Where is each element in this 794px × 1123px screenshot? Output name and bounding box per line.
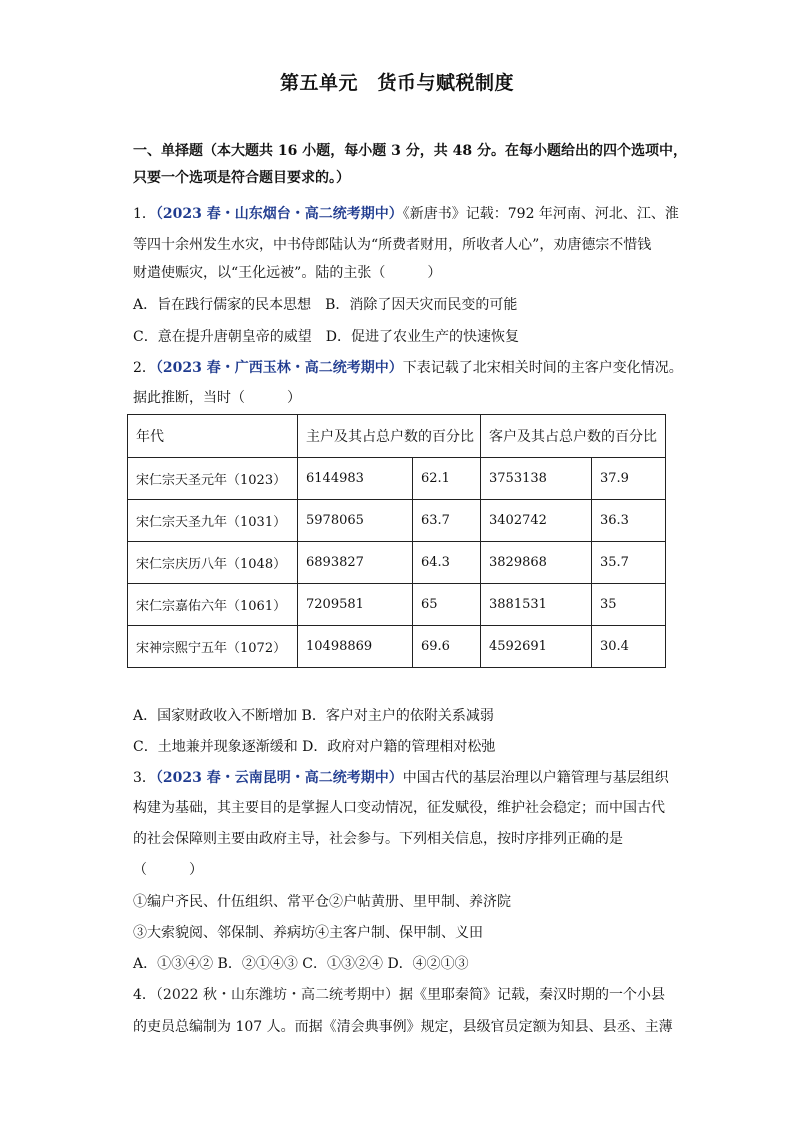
table-cell: 宋神宗熙宁五年（1072） <box>128 626 298 668</box>
table-cell: 10498869 <box>298 626 413 668</box>
table-cell: 4592691 <box>481 626 592 668</box>
question-2-line2: 据此推断，当时（ ） <box>133 390 301 406</box>
question-3-line4: （ ） <box>133 862 203 878</box>
table-cell: 65 <box>413 584 481 626</box>
page-title: 第五单元 货币与赋税制度 <box>279 72 514 94</box>
option-b: B．消除了因天灾而民变的可能 <box>325 297 518 313</box>
section-instruction-line2: 只要一个选项是符合题目要求的。） <box>133 170 350 186</box>
question-4-line2: 的吏员总编制为 107 人。而据《清会典事例》规定，县级官员定额为知县、县丞、主薄 <box>133 1019 673 1035</box>
question-source: （2023 春・云南昆明・高二统考期中） <box>155 770 403 786</box>
table-header-cell: 主户及其占总户数的百分比 <box>298 415 481 458</box>
question-number: 1． <box>133 206 156 222</box>
section-instruction-line1: 一、单择题（本大题共 16 小题，每小题 3 分，共 48 分。在每小题给出的四个选项中， <box>133 143 687 159</box>
table-cell: 62.1 <box>413 458 481 500</box>
option-a: A．旨在践行儒家的民本思想 <box>133 297 312 313</box>
question-1-options-ab <box>133 296 517 314</box>
question-4-line1 <box>133 986 665 1004</box>
table-row <box>128 626 666 668</box>
question-3-items-line2: ③大索貌阅、邻保制、养病坊④主客户制、保甲制、义田 <box>133 925 483 941</box>
table-cell: 7209581 <box>298 584 413 626</box>
table-cell: 69.6 <box>413 626 481 668</box>
table-cell: 35 <box>592 584 666 626</box>
table-cell: 宋仁宗天圣九年（1031） <box>128 500 298 542</box>
table-cell: 3753138 <box>481 458 592 500</box>
table-cell: 36.3 <box>592 500 666 542</box>
table-row <box>128 458 666 500</box>
table-cell: 宋仁宗天圣元年（1023） <box>128 458 298 500</box>
question-1-options-cd <box>133 328 519 346</box>
question-2-line1 <box>133 359 683 377</box>
question-3-options: A．①③④② B．②①④③ C．①③②④ D．④②①③ <box>133 956 469 972</box>
table-cell: 30.4 <box>592 626 666 668</box>
question-1-line1 <box>133 205 679 223</box>
table-cell: 37.9 <box>592 458 666 500</box>
table-cell: 5978065 <box>298 500 413 542</box>
option-c: C．意在提升唐朝皇帝的威望 <box>133 329 312 345</box>
table-cell: 64.3 <box>413 542 481 584</box>
table-cell: 63.7 <box>413 500 481 542</box>
household-table <box>127 414 666 668</box>
question-3-line2: 构建为基础，其主要目的是掌握人口变动情况，征发赋役，维护社会稳定；而中国古代 <box>133 800 665 816</box>
question-text: 《新唐书》记载：792 年河南、河北、江、淮 <box>402 206 679 222</box>
table-cell: 3829868 <box>481 542 592 584</box>
question-source: （2023 春・山东烟台・高二统考期中） <box>155 206 403 222</box>
table-cell: 3402742 <box>481 500 592 542</box>
table-cell: 35.7 <box>592 542 666 584</box>
table-header-row <box>128 415 666 458</box>
question-text: 中国古代的基层治理以户籍管理与基层组织 <box>402 770 669 786</box>
question-source: （2023 春・广西玉林・高二统考期中） <box>155 360 403 376</box>
question-2-options-ab: A．国家财政收入不断增加 B．客户对主户的依附关系减弱 <box>133 708 494 724</box>
table-header-cell: 年代 <box>128 415 298 458</box>
question-3-items-line1: ①编户齐民、什伍组织、常平仓②户帖黄册、里甲制、养济院 <box>133 894 511 910</box>
table-row <box>128 584 666 626</box>
question-text: 据《里耶秦简》记载，秦汉时期的一个小县 <box>399 987 666 1003</box>
table-cell: 宋仁宗嘉佑六年（1061） <box>128 584 298 626</box>
table-row <box>128 542 666 584</box>
table-row <box>128 500 666 542</box>
table-cell: 6893827 <box>298 542 413 584</box>
question-3-line3: 的社会保障则主要由政府主导，社会参与。下列相关信息，按时序排列正确的是 <box>133 831 623 847</box>
question-number: 2． <box>133 360 156 376</box>
question-number: 4． <box>133 987 156 1003</box>
question-number: 3． <box>133 770 156 786</box>
question-3-line1 <box>133 769 669 787</box>
option-d: D．促进了农业生产的快速恢复 <box>325 329 519 345</box>
table-cell: 3881531 <box>481 584 592 626</box>
table-cell: 宋仁宗庆历八年（1048） <box>128 542 298 584</box>
question-1-line3: 财遣使赈灾，以“王化远被”。陆的主张（ ） <box>133 265 442 281</box>
question-text: 下表记载了北宋相关时间的主客户变化情况。 <box>402 360 683 376</box>
question-source: （2022 秋・山东潍坊・高二统考期中） <box>155 987 400 1003</box>
question-2-options-cd: C．土地兼并现象逐渐缓和 D．政府对户籍的管理相对松弛 <box>133 739 496 755</box>
question-1-line2: 等四十余州发生水灾，中书侍郎陆认为“所费者财用，所收者人心”，劝唐德宗不惜钱 <box>133 237 652 253</box>
table-header-cell: 客户及其占总户数的百分比 <box>481 415 666 458</box>
table-cell: 6144983 <box>298 458 413 500</box>
